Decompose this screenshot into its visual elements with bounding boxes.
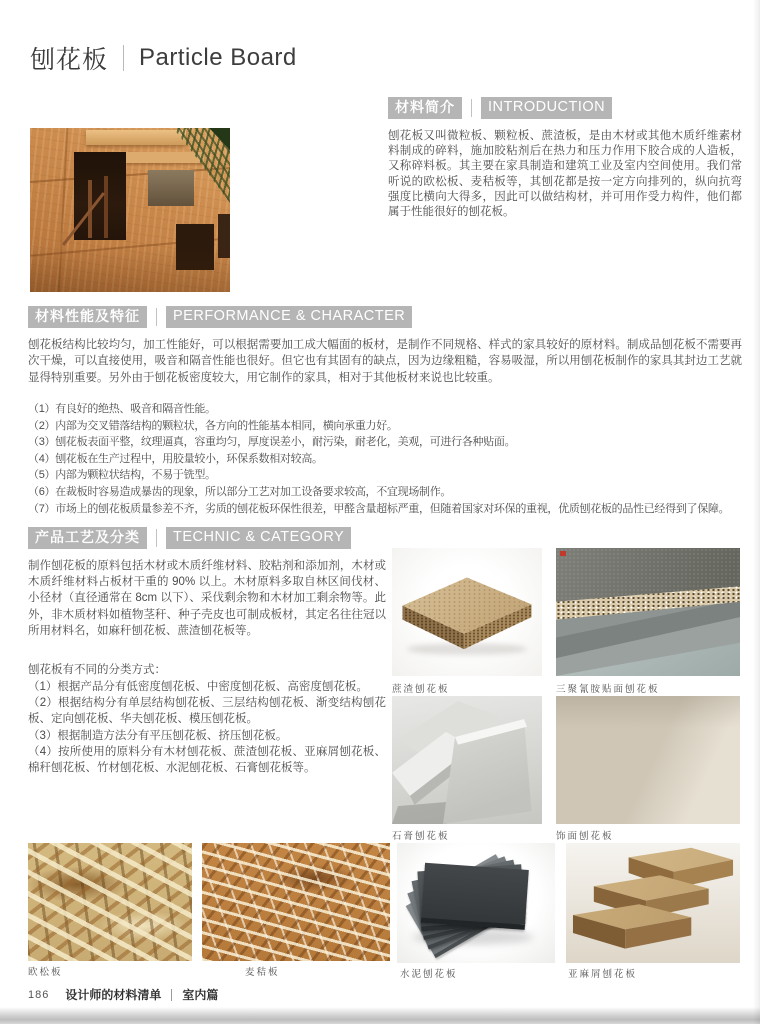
list-item: （2）根据结构分有单层结构刨花板、三层结构刨花板、渐变结构刨花板、定向刨花板、华夫刨花板、模压刨花板。 [28, 697, 386, 726]
photo-caption: 石膏刨花板 [392, 831, 450, 842]
texture-shape [30, 246, 230, 292]
photo-caption: 麦秸板 [245, 967, 280, 978]
texture-shape [560, 551, 566, 556]
texture-shape [126, 152, 204, 163]
page-title-en: Particle Board [139, 44, 297, 71]
section-heading-zh: 产品工艺及分类 [28, 527, 147, 549]
veneered-particleboard-photo [556, 696, 740, 824]
category-list [28, 679, 386, 776]
straw-board-photo [202, 843, 390, 961]
performance-list [28, 401, 748, 517]
heading-divider [156, 529, 157, 547]
footer-divider [171, 989, 172, 1001]
photo-caption: 欧松板 [28, 967, 63, 978]
photo-caption: 蔗渣刨花板 [392, 684, 450, 695]
cement-particleboard-photo [397, 843, 555, 963]
list-item: （4）按所使用的原料分有木材刨花板、蔗渣刨花板、亚麻屑刨花板、棉秆刨花板、竹材刨花板、水泥刨花板、石膏刨花板等。 [28, 745, 386, 775]
window-shape [148, 170, 194, 206]
page-right-edge [753, 0, 760, 1024]
section-heading-en: INTRODUCTION [481, 97, 612, 119]
intro-paragraph: 刨花板又叫微粒板、颗粒板、蔗渣板，是由木材或其他木质纤维素材料制成的碎料，施加胶粘剂后在热力和压力作用下胶合成的人造板，又称碎料板。其主要在家具制造和建筑工业及室内空间使用。我们常听说的欧松板、麦秸板等，其刨花都是按一定方向排列的，纵向抗弯强度比横向大得多，因此可以做结构材，并可用作受力构件，他们都属于性能很好的刨花板。 [388, 130, 742, 219]
melamine-particleboard-photo [556, 548, 740, 676]
title-divider [123, 45, 124, 71]
gypsum-particleboard-photo [392, 696, 542, 824]
photo-caption: 亚麻屑刨花板 [568, 969, 638, 980]
photo-caption: 三聚氰胺贴面刨花板 [556, 684, 660, 695]
footer-page-number: 186 [28, 988, 50, 1001]
osb-building-photo [30, 128, 230, 292]
footer-book-title: 设计师的材料清单 [65, 988, 162, 1002]
photo-caption: 饰面刨花板 [556, 831, 614, 842]
list-item: （6）在裁板时容易造成暴齿的现象，所以部分工艺对加工设备要求较高，不宜现场制作。 [28, 485, 452, 498]
bagasse-particleboard-photo [392, 548, 542, 676]
photo-caption: 水泥刨花板 [400, 969, 458, 980]
heading-divider [471, 99, 472, 117]
section-header-technic [28, 527, 351, 549]
list-item: （5）内部为颗粒状结构，不易于铣型。 [28, 469, 216, 482]
section-header-intro [388, 97, 612, 119]
technic-paragraph: 制作刨花板的原料包括木材或木质纤维材料、胶粘剂和添加剂，木材或木质纤维材料占板材干重的 90% 以上。木材原料多取自林区间伐材、小径材（直径通常在 8cm 以下）、采伐剩余物和木材加工剩余物等。此外，非木质材料如植物茎秆、种子壳皮也可制成板材，其定名往往冠以所用材料名，如麻秆刨花板、蔗渣刨花板等。 [28, 560, 386, 637]
osb-board-photo [28, 843, 192, 961]
list-item: （3）根据制造方法分有平压刨花板、挤压刨花板。 [28, 729, 288, 742]
list-item: （4）刨花板在生产过程中，用胶量较小，环保系数相对较高。 [28, 452, 323, 465]
texture-shape [86, 130, 186, 145]
texture-shape [421, 863, 529, 930]
category-intro: 刨花板有不同的分类方式： [28, 664, 166, 676]
page-bottom-edge [0, 1007, 760, 1024]
list-item: （7）市场上的刨花板质量参差不齐，劣质的刨花板环保性很差，甲醛含量超标严重，但随着国家对环保的重视，优质刨花板的品性已经得到了保障。 [28, 502, 730, 515]
page-footer [28, 986, 218, 1003]
section-heading-zh: 材料简介 [388, 97, 462, 119]
section-heading-zh: 材料性能及特征 [28, 306, 147, 328]
list-item: （2）内部为交叉错落结构的颗粒状，各方向的性能基本相同，横向承重力好。 [28, 419, 398, 432]
section-heading-en: TECHNIC & CATEGORY [166, 527, 351, 549]
list-item: （3）刨花板表面平整，纹理逼真，容重均匀，厚度误差小，耐污染，耐老化，美观，可进行各种贴面。 [28, 436, 516, 449]
section-header-performance [28, 306, 412, 328]
heading-divider [156, 308, 157, 326]
page-title-zh: 刨花板 [30, 46, 109, 74]
section-heading-en: PERFORMANCE & CHARACTER [166, 306, 412, 328]
page-title [30, 40, 297, 76]
flax-particleboard-photo [566, 843, 740, 963]
texture-shape [556, 696, 740, 824]
texture-shape [104, 176, 108, 238]
list-item: （1）有良好的绝热、吸音和隔音性能。 [28, 403, 216, 415]
list-item: （1）根据产品分有低密度刨花板、中密度刨花板、高密度刨花板。 [28, 681, 368, 693]
footer-volume: 室内篇 [182, 988, 219, 1002]
performance-paragraph: 刨花板结构比较均匀，加工性能好，可以根据需要加工成大幅面的板材，是制作不同规格、样式的家具较好的原材料。制成品刨花板不需要再次干燥，可以直接使用，吸音和隔音性能也很好。但它也有其固有的缺点，因为边缘粗糙，容易吸湿，所以用刨花板制作的家具其封边工艺就显得特别重要。另外由于刨花板密度较大，用它制作的家具，相对于其他板材来说也比较重。 [28, 339, 742, 384]
